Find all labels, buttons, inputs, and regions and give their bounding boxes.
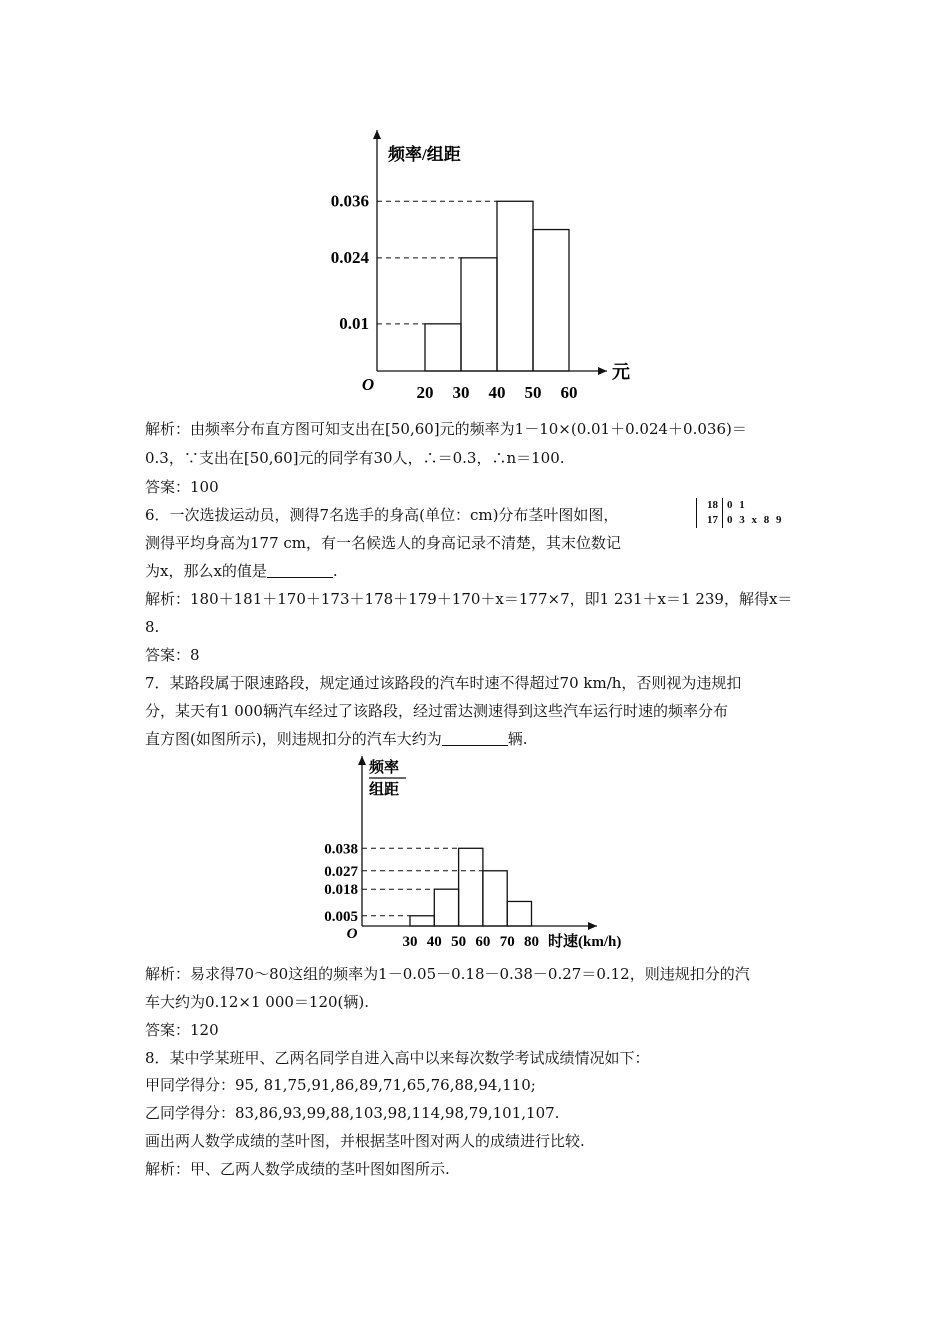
y-axis-label-bottom: 组距 <box>369 782 400 798</box>
text-line: 测得平均身高为177 cm，有一名候选人的身高记录不清楚，其末位数记 <box>145 534 622 552</box>
text-line: 甲同学得分：95, 81,75,91,86,89,71,65,76,88,94,110; <box>145 1076 536 1094</box>
text-line: 答案：120 <box>145 1021 219 1039</box>
x-tick-label: 80 <box>524 934 539 950</box>
origin-label: O <box>346 926 358 942</box>
text-line: 8. <box>145 618 160 636</box>
histogram-bar <box>434 889 458 926</box>
x-axis-arrow <box>598 367 607 375</box>
x-axis-label: 时速(km/h) <box>548 934 622 950</box>
x-tick-label: 70 <box>499 934 515 950</box>
stem-value: 17 <box>700 513 723 528</box>
x-tick-label: 60 <box>560 383 578 402</box>
stem-leaf-row <box>700 498 782 513</box>
x-tick-label: 30 <box>452 383 470 402</box>
x-axis-label: 元 <box>612 362 630 382</box>
text-line: 分，某天有1 000辆汽车经过了该路段，经过雷达测速得到这些汽车运行时速的频率分布 <box>145 702 728 720</box>
x-tick-label: 30 <box>402 934 418 950</box>
origin-label: O <box>361 375 375 394</box>
histogram-bar <box>483 871 507 926</box>
y-axis-arrow <box>358 756 366 765</box>
text-line: 7．某路段属于限速路段，规定通过该路段的汽车时速不得超过70 km/h，否则视为违规扣 <box>145 674 742 692</box>
histogram-bar <box>507 901 531 926</box>
histogram-bar <box>459 848 483 926</box>
text-line: 乙同学得分：83,86,93,99,88,103,98,114,98,79,101,107. <box>145 1104 560 1122</box>
x-tick-label: 50 <box>524 383 542 402</box>
x-tick-label: 60 <box>475 934 491 950</box>
x-tick-label: 40 <box>426 934 442 950</box>
x-tick-label: 20 <box>416 383 434 402</box>
text-line <box>145 561 338 581</box>
text-line: 0.3，∵支出在[50,60]元的同学有30人，∴＝0.3，∴n＝100. <box>145 449 565 467</box>
y-axis-arrow <box>373 130 381 139</box>
text-fragment: . <box>332 562 338 580</box>
text-line: 答案：8 <box>145 646 200 664</box>
y-tick-label: 0.018 <box>324 882 358 899</box>
text-line: 画出两人数学成绩的茎叶图，并根据茎叶图对两人的成绩进行比较. <box>145 1132 585 1150</box>
text-line: 解析：由频率分布直方图可知支出在[50,60]元的频率为1－10×(0.01＋0.024＋0.036)＝ <box>145 420 747 438</box>
text-line: 解析：易求得70～80这组的频率为1－0.05－0.18－0.38－0.27＝0.12，则违规扣分的汽 <box>145 965 750 983</box>
y-tick-label: 0.036 <box>330 191 369 211</box>
x-tick-label: 50 <box>451 934 467 950</box>
text-line: 答案：100 <box>145 478 219 496</box>
leaf-values: 0 1 <box>727 499 745 511</box>
text-line <box>145 729 528 749</box>
x-tick-label: 40 <box>488 383 506 402</box>
y-tick-label: 0.01 <box>339 313 369 333</box>
y-axis-label: 频率/组距 <box>388 145 461 164</box>
y-tick-label: 0.005 <box>324 908 358 925</box>
y-tick-label: 0.038 <box>324 841 358 858</box>
x-axis-arrow <box>588 922 597 930</box>
histogram-speed <box>0 750 950 950</box>
y-tick-label: 0.024 <box>330 247 369 267</box>
text-line: 车大约为0.12×1 000＝120(辆). <box>145 993 370 1011</box>
text-line: 6．一次选拔运动员，测得7名选手的身高(单位：cm)分布茎叶图如图， <box>145 506 619 524</box>
histogram-bar <box>497 201 533 371</box>
text-line: 8．某中学某班甲、乙两名同学自进入高中以来每次数学考试成绩情况如下： <box>145 1049 650 1067</box>
y-axis-label-top: 频率 <box>369 760 400 776</box>
answer-blank <box>267 563 333 578</box>
stem-leaf-plot <box>700 498 782 528</box>
stem-leaf-left-bar <box>696 498 697 528</box>
answer-blank <box>442 731 508 746</box>
histogram-spending <box>0 0 950 420</box>
text-fragment: 为x，那么x的值是 <box>145 562 267 580</box>
text-fragment: 直方图(如图所示)，则违规扣分的汽车大约为 <box>145 730 442 748</box>
histogram-bar <box>425 324 461 371</box>
histogram-bar <box>533 230 569 371</box>
histogram-bar <box>410 916 434 926</box>
stem-leaf-row <box>700 513 782 528</box>
text-line: 解析：180＋181＋170＋173＋178＋179＋170＋x＝177×7，即1 231＋x＝1 239，解得x＝ <box>145 590 793 608</box>
text-line: 解析：甲、乙两人数学成绩的茎叶图如图所示. <box>145 1160 450 1178</box>
stem-value: 18 <box>700 498 723 513</box>
y-tick-label: 0.027 <box>324 863 358 880</box>
histogram-bar <box>461 258 497 371</box>
text-fragment: 辆. <box>507 730 528 748</box>
leaf-values: 0 3 x 8 9 <box>727 514 782 526</box>
